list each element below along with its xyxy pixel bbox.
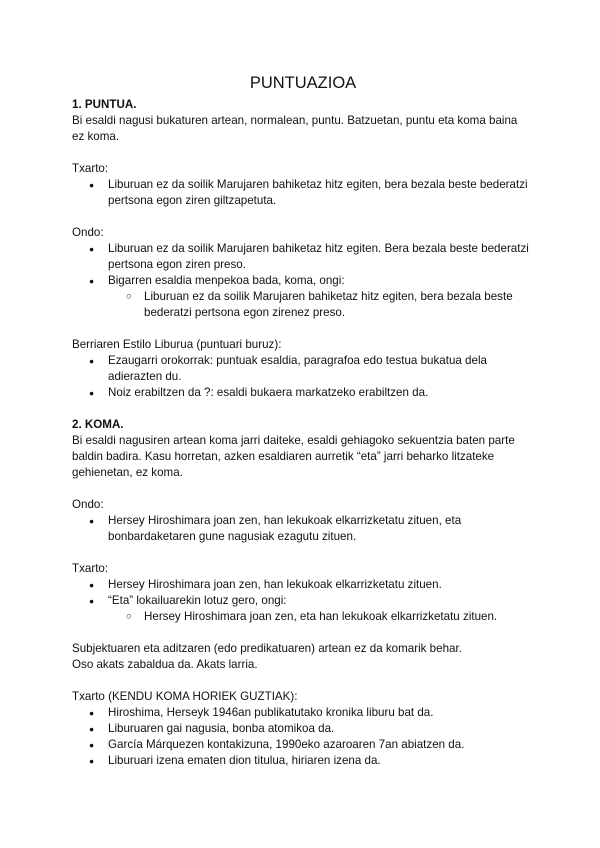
document-page <box>72 72 532 769</box>
list-item: ● Liburuan ez da soilik Marujaren bahiketaz hitz egiten. Bera bezala beste bederatzi pertsona egon ziren preso. <box>72 241 532 273</box>
list-item: ● Hersey Hiroshimara joan zen, han lekukoak elkarrizketatu zituen. <box>72 577 532 593</box>
bullet-list <box>72 241 532 321</box>
style-guide-label: Berriaren Estilo Liburua (puntuari buruz): <box>72 338 282 351</box>
list-item: ● Ezaugarri orokorrak: puntuak esaldia, paragrafoa edo testua bukatua dela adierazten du. <box>72 353 532 385</box>
bullet-list <box>72 177 532 209</box>
section-heading-koma: 2. KOMA. <box>72 418 124 431</box>
list-item <box>72 593 532 625</box>
list-item-text: “Eta” lokailuarekin lotuz gero, ongi: <box>108 594 287 607</box>
bullet-list <box>72 577 532 625</box>
sub-bullet-list <box>72 609 532 625</box>
section-heading-puntua: 1. PUNTUA. <box>72 98 137 111</box>
list-item: ● Noiz erabiltzen da ?: esaldi bukaera markatzeko erabiltzen da. <box>72 385 532 401</box>
good-label: Ondo: <box>72 226 104 239</box>
list-item: ● Liburuari izena ematen dion titulua, hiriaren izena da. <box>72 753 532 769</box>
bad-label: Txarto: <box>72 562 109 575</box>
sub-list-item: ○ Hersey Hiroshimara joan zen, eta han lekukoak elkarrizketatu zituen. <box>72 609 532 625</box>
document-title: PUNTUAZIOA <box>249 74 357 92</box>
bad-label: Txarto: <box>72 162 109 175</box>
bullet-list <box>72 705 532 769</box>
section-intro: Bi esaldi nagusi bukaturen artean, normalean, puntu. Batzuetan, puntu eta koma baina ez koma. <box>72 114 518 143</box>
paragraph: Subjektuaren eta aditzaren (edo predikatuaren) artean ez da komarik behar. <box>72 642 462 655</box>
bullet-list <box>72 353 532 401</box>
sub-bullet-list <box>72 289 532 321</box>
list-item: ● Hersey Hiroshimara joan zen, han lekukoak elkarrizketatu zituen, eta bonbardaketaren gune nagusiak ezagutu zituen. <box>72 513 532 545</box>
sub-list-item: ○ Liburuan ez da soilik Marujaren bahiketaz hitz egiten, bera bezala beste bederatzi pertsona egon zirenez preso. <box>72 289 532 321</box>
list-item: ● Hiroshima, Herseyk 1946an publikatutako kronika liburu bat da. <box>72 705 532 721</box>
list-item: ● Liburuaren gai nagusia, bonba atomikoa da. <box>72 721 532 737</box>
list-item-text: Bigarren esaldia menpekoa bada, koma, ongi: <box>108 274 345 287</box>
remove-commas-label: Txarto (KENDU KOMA HORIEK GUZTIAK): <box>72 690 298 703</box>
list-item: ● Liburuan ez da soilik Marujaren bahiketaz hitz egiten, bera bezala beste bederatzi pertsona egon ziren giltzapetuta. <box>72 177 532 209</box>
list-item: ● García Márquezen kontakizuna, 1990eko azaroaren 7an abiatzen da. <box>72 737 532 753</box>
good-label: Ondo: <box>72 498 104 511</box>
bullet-list <box>72 513 532 545</box>
section-intro: Bi esaldi nagusiren artean koma jarri daiteke, esaldi gehiagoko sekuentzia baten parte baldin badira. Kasu horretan, azken esaldiaren aurretik “eta” jarri beharko litzateke gehienetan, ez koma. <box>72 434 515 479</box>
paragraph: Oso akats zabaldua da. Akats larria. <box>72 658 258 671</box>
list-item <box>72 273 532 321</box>
